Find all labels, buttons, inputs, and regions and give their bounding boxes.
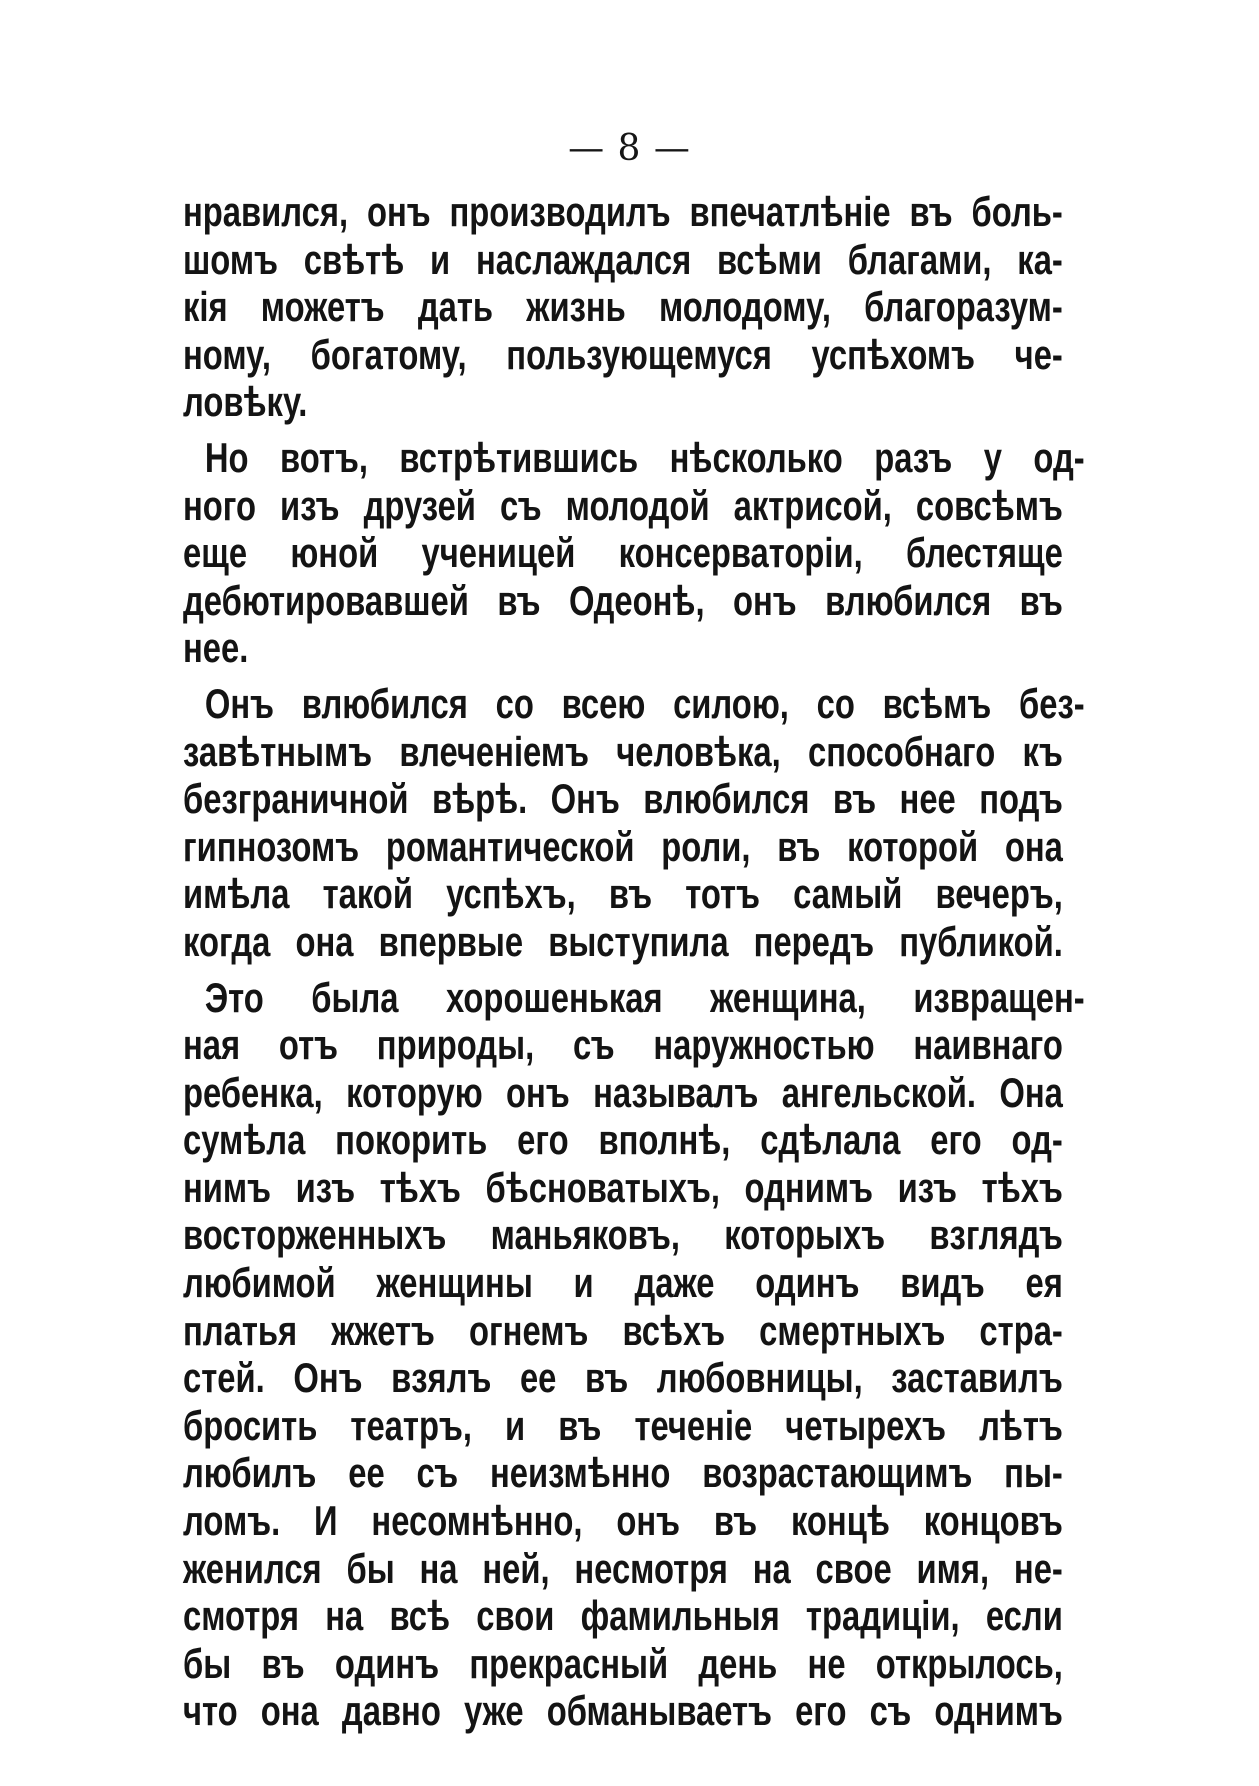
text-line: сумѣла покорить его вполнѣ, сдѣлала его од-	[183, 1116, 1063, 1164]
text-line: имѣла такой успѣхъ, въ тотъ самый вечеръ,	[183, 870, 1063, 918]
text-line: бы въ одинъ прекрасный день не открылось,	[183, 1639, 1063, 1687]
text-line: ловѣку.	[183, 378, 308, 426]
text-line: ного изъ друзей съ молодой актрисой, совсѣмъ	[183, 481, 1063, 529]
page-body-text	[183, 188, 1085, 1735]
text-line: нее.	[183, 624, 249, 672]
text-line: безграничной вѣрѣ. Онъ влюбился въ нее подъ	[183, 775, 1063, 823]
text-line: кія можетъ дать жизнь молодому, благоразум-	[183, 283, 1063, 331]
text-line: завѣтнымъ влеченіемъ человѣка, способнаго къ	[183, 727, 1063, 775]
text-line: гипнозомъ романтической роли, въ которой она	[183, 822, 1063, 870]
text-line: ному, богатому, пользующемуся успѣхомъ че-	[183, 330, 1063, 378]
text-line: еще юной ученицей консерваторіи, блестяще	[183, 529, 1063, 577]
text-line: платья жжетъ огнемъ всѣхъ смертныхъ стра-	[183, 1306, 1063, 1354]
text-line: ломъ. И несомнѣнно, онъ въ концѣ концовъ	[183, 1497, 1063, 1545]
text-line: дебютировавшей въ Одеонѣ, онъ влюбился въ	[183, 576, 1063, 624]
page-number: — 8 —	[568, 128, 691, 169]
text-line: ребенка, которую онъ называлъ ангельской. Она	[183, 1068, 1063, 1116]
text-line: что она давно уже обманываетъ его съ однимъ	[183, 1687, 1063, 1735]
text-line: ная отъ природы, съ наружностью наивнаго	[183, 1021, 1063, 1069]
text-line: Это была хорошенькая женщина, извращен-	[204, 973, 1085, 1021]
text-line: любимой женщины и даже одинъ видъ ея	[183, 1259, 1063, 1307]
paragraph-gap	[183, 966, 1063, 974]
paragraph-gap	[183, 672, 1063, 680]
text-line: нравился, онъ производилъ впечатлѣніе въ боль-	[183, 188, 1063, 235]
text-line: любилъ ее съ неизмѣнно возрастающимъ пы-	[183, 1449, 1063, 1497]
text-line: Онъ влюбился со всею силою, со всѣмъ без-	[204, 679, 1085, 727]
text-line: шомъ свѣтѣ и наслаждался всѣми благами, ка-	[183, 235, 1063, 283]
text-line: женился бы на ней, несмотря на свое имя, не-	[183, 1544, 1063, 1592]
text-line: когда она впервые выступила передъ публикой.	[183, 917, 1063, 965]
text-line: бросить театръ, и въ теченіе четырехъ лѣтъ	[183, 1401, 1063, 1449]
text-line: нимъ изъ тѣхъ бѣсноватыхъ, однимъ изъ тѣхъ	[183, 1163, 1063, 1211]
text-line: восторженныхъ маньяковъ, которыхъ взглядъ	[183, 1211, 1063, 1259]
text-line: Но вотъ, встрѣтившись нѣсколько разъ у од-	[204, 433, 1085, 481]
text-line: стей. Онъ взялъ ее въ любовницы, заставилъ	[183, 1354, 1063, 1402]
text-line: смотря на всѣ свои фамильныя традиціи, если	[183, 1592, 1063, 1640]
paragraph-gap	[183, 426, 1063, 434]
